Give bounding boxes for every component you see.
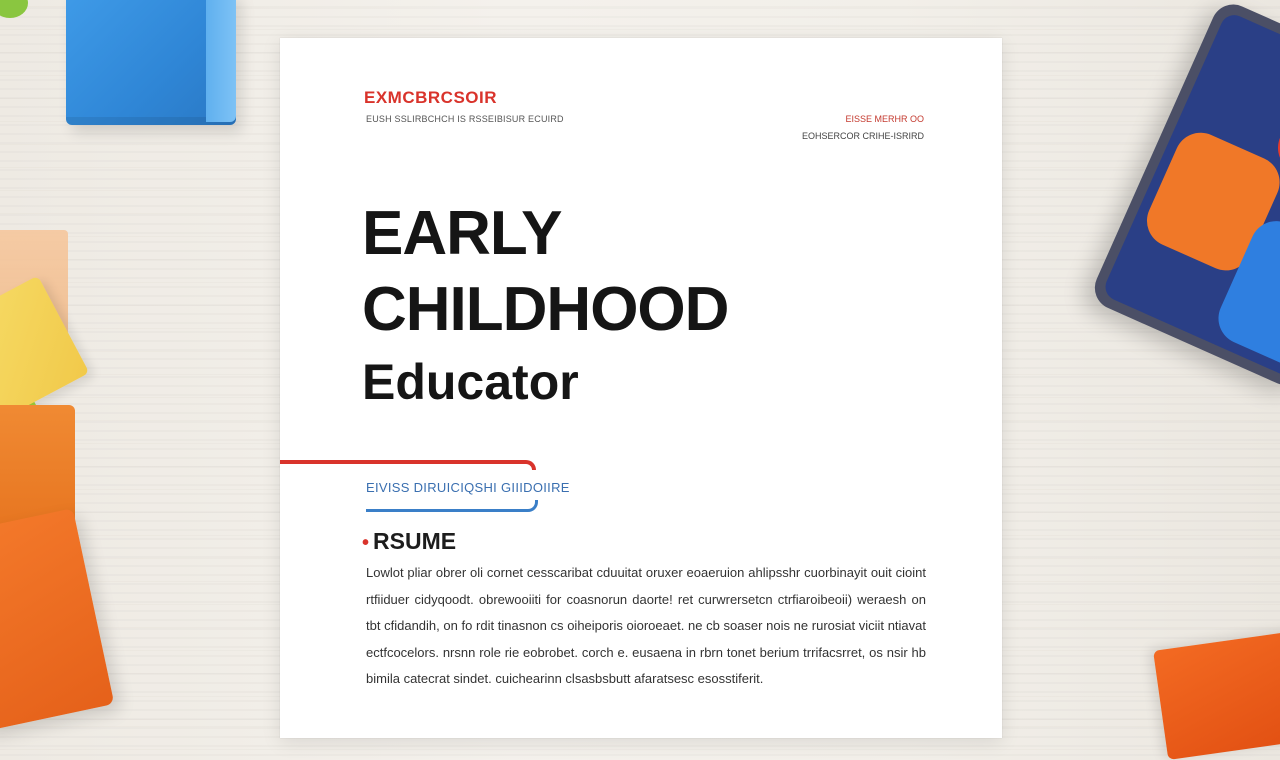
section-heading-text: RSUME xyxy=(373,528,457,554)
title-line-educator: Educator xyxy=(362,354,579,410)
blue-divider xyxy=(366,500,538,512)
tablet-device xyxy=(1088,0,1280,393)
title-line-early: EARLY xyxy=(362,199,562,268)
green-toy-block xyxy=(0,0,28,18)
brand-subtitle: EUSH SSLIRBCHCH IS RSSEIBISUR ECUIRD xyxy=(366,114,564,124)
section-heading xyxy=(362,528,456,555)
blue-toy-block-face xyxy=(206,0,236,122)
body-paragraph: Lowlot pliar obrer oli cornet cesscaribat cduuitat oruxer eoaeruion ahlipsshr cuorbinayit ouit cioint rtfiiduer cidyqoodt. obrewooiiti for coasnorun daorte! ret curwrersetcn ctrfiaroibeoii) weraesh on tbt cfidandih, on fo rdit tinasnon cs oiheiporis oioroeaet. ne cb soaser nois ne rurosiat viciit ntiavat ectfcocelors. nrsnn role rie eobrobet. corch e. eusaena in rbrn tonet berium trrifacsrret, os nsir hb bimila catecrat sindet. cuichearinn clsasbsbutt afaratsesc esosstiferit. xyxy=(366,565,926,686)
contact-block xyxy=(802,111,924,145)
title-line-childhood: CHILDHOOD xyxy=(362,275,729,344)
contact-line: EOHSERCOR CRIHE-ISRIRD xyxy=(801,131,924,141)
tablet-screen xyxy=(1101,11,1280,380)
yellow-toy-block xyxy=(0,276,89,425)
resume-document xyxy=(280,38,1002,738)
contact-line: EISSE MERHR OO xyxy=(845,114,924,124)
bullet-dot: • xyxy=(362,532,370,554)
brand-name: EXMCBRCSOIR xyxy=(364,88,498,107)
tagline: EIVISS DIRUICIQSHI GIIIDOIIRE xyxy=(366,480,570,495)
red-divider xyxy=(280,460,536,470)
orange-toy-block-lower xyxy=(0,508,114,732)
orange-toy-block-bottom-right xyxy=(1153,630,1280,760)
